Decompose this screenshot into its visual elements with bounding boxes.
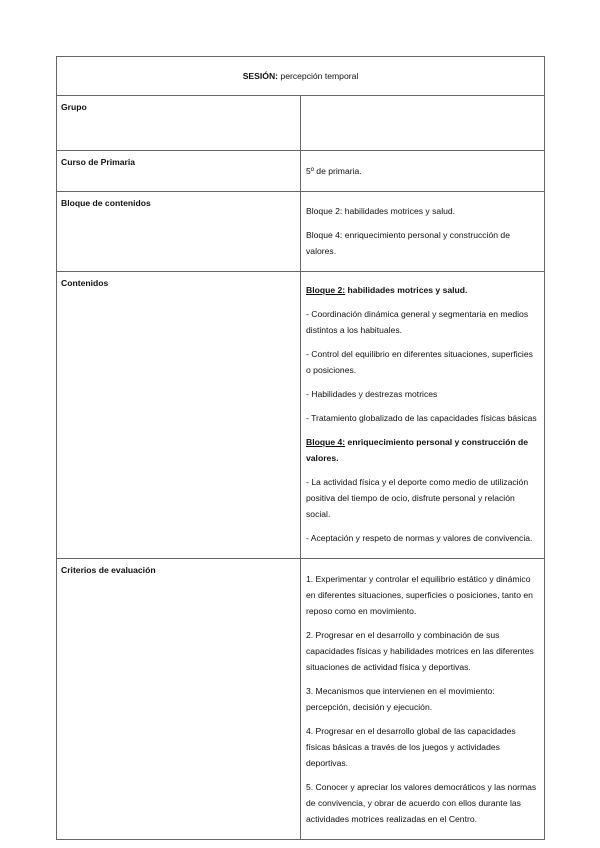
bloque2-heading: Bloque 2: (306, 285, 346, 295)
content-item: - Coordinación dinámica general y segmentaria en medios distintos a los habituales. (306, 309, 529, 335)
criterios-value (301, 559, 545, 840)
criterio-item: 1. Experimentar y controlar el equilibrio estático y dinámico en diferentes situaciones, superficies o posiciones, tanto en reposo como en movimiento. (306, 574, 533, 616)
curso-value (301, 151, 545, 192)
criterio-item: 2. Progresar en el desarrollo y combinación de sus capacidades físicas y habilidades motrices en las diferentes situaciones de actividad física y deportivas. (306, 630, 534, 672)
curso-text: 5º de primaria. (306, 166, 362, 176)
title-label: SESIÓN: (242, 71, 279, 81)
session-table (56, 56, 545, 840)
bloque-item: Bloque 4: enriquecimiento personal y construcción de valores. (306, 230, 510, 256)
bloque-item: Bloque 2: habilidades motrices y salud. (306, 206, 456, 216)
content-item: - La actividad física y el deporte como medio de utilización positiva del tiempo de ocio, disfrute personal y relación social. (306, 477, 529, 519)
criterio-item: 5. Conocer y apreciar los valores democráticos y las normas de convivencia, y obrar de acuerdo con ellos durante las actividades motrices realizadas en el Centro. (306, 782, 537, 824)
criterio-item: 3. Mecanismos que intervienen en el movimiento: percepción, decisión y ejecución. (306, 686, 495, 712)
row-bloque (57, 192, 545, 272)
bloque-value (301, 192, 545, 272)
content-item: - Control del equilibrio en diferentes situaciones, superficies o posiciones. (306, 349, 533, 375)
bloque2-title: habilidades motrices y salud. (347, 285, 468, 295)
contenidos-label: Contenidos (57, 272, 301, 559)
content-item: - Habilidades y destrezas motrices (306, 389, 438, 399)
row-contenidos (57, 272, 545, 559)
session-title (57, 57, 545, 96)
row-grupo (57, 96, 545, 151)
content-item: - Tratamiento globalizado de las capacidades físicas básicas (306, 413, 537, 423)
grupo-value (301, 96, 545, 151)
title-row (57, 57, 545, 96)
bloque-label: Bloque de contenidos (57, 192, 301, 272)
title-value: percepción temporal (280, 71, 359, 81)
row-criterios (57, 559, 545, 840)
criterios-label: Criterios de evaluación (57, 559, 301, 840)
curso-label: Curso de Primaria (57, 151, 301, 192)
grupo-label: Grupo (57, 96, 301, 151)
bloque4-title: enriquecimiento personal y construcción de valores. (306, 437, 529, 463)
criterio-item: 4. Progresar en el desarrollo global de las capacidades físicas básicas a través de los juegos y actividades deportivas. (306, 726, 516, 768)
contenidos-value (301, 272, 545, 559)
row-curso (57, 151, 545, 192)
content-item: - Aceptación y respeto de normas y valores de convivencia. (306, 533, 533, 543)
bloque4-heading: Bloque 4: (306, 437, 346, 447)
